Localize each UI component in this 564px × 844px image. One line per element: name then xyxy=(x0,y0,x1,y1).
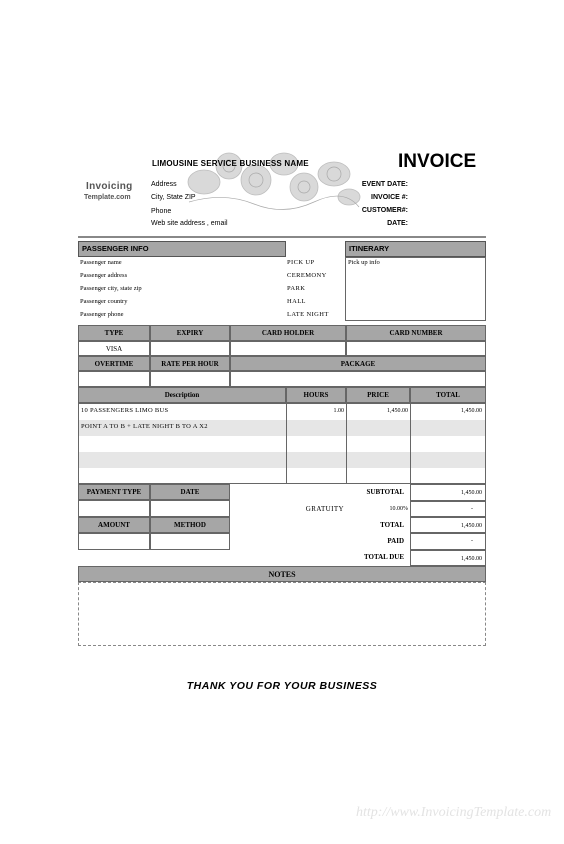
col-rate-per-hour: RATE PER HOUR xyxy=(150,356,230,371)
passenger-city-field[interactable]: Passenger city, state zip xyxy=(80,285,142,292)
event-date-label: EVENT DATE: xyxy=(361,181,408,188)
col-expiry: EXPIRY xyxy=(150,325,230,341)
passenger-info-header: PASSENGER INFO xyxy=(78,241,286,257)
item-hours[interactable]: 1.00 xyxy=(333,408,344,414)
items-body xyxy=(78,403,486,484)
card-number-input[interactable] xyxy=(346,341,486,356)
option-park: PARK xyxy=(287,285,306,292)
row-stripe xyxy=(79,452,485,468)
invoice-number-label: INVOICE #: xyxy=(371,194,408,201)
col-overtime: OVERTIME xyxy=(78,356,150,371)
card-type-value[interactable]: VISA xyxy=(78,341,150,356)
item-total: 1,450.00 xyxy=(461,408,482,414)
gratuity-value: - xyxy=(410,501,486,517)
date-label: DATE: xyxy=(387,220,408,227)
subtotal-label: SUBTOTAL xyxy=(366,488,404,496)
business-name: LIMOUSINE SERVICE BUSINESS NAME xyxy=(152,159,309,168)
method-input[interactable] xyxy=(150,533,230,550)
col-price: PRICE xyxy=(346,387,410,403)
col-package: PACKAGE xyxy=(230,356,486,371)
logo-text-bottom: Template.com xyxy=(84,194,131,201)
item-price[interactable]: 1,450.00 xyxy=(387,408,408,414)
overtime-input[interactable] xyxy=(78,371,150,387)
payment-date-input[interactable] xyxy=(150,500,230,517)
card-expiry-input[interactable] xyxy=(150,341,230,356)
logo-text-top: Invoicing xyxy=(86,181,133,192)
option-late-night: LATE NIGHT xyxy=(287,311,329,318)
total-due-value: 1,450.00 xyxy=(410,550,486,566)
flower-decoration xyxy=(184,142,362,212)
city-state-zip: City, State ZIP xyxy=(151,194,196,201)
col-payment-type: PAYMENT TYPE xyxy=(78,484,150,500)
item-description[interactable]: 10 PASSENGERS LIMO BUS xyxy=(81,407,169,414)
customer-number-label: CUSTOMER#: xyxy=(361,207,408,214)
invoice-title: INVOICE xyxy=(398,151,477,172)
passenger-country-field[interactable]: Passenger country xyxy=(80,298,128,305)
amount-input[interactable] xyxy=(78,533,150,550)
total-due-label: TOTAL DUE xyxy=(363,553,404,561)
itinerary-header: ITINERARY xyxy=(345,241,486,257)
col-amount: AMOUNT xyxy=(78,517,150,533)
itinerary-box[interactable] xyxy=(345,257,486,321)
option-pick-up: PICK UP xyxy=(287,259,315,266)
total-value: 1,450.00 xyxy=(410,517,486,533)
paid-value[interactable]: - xyxy=(410,533,486,550)
col-type: TYPE xyxy=(78,325,150,341)
passenger-name-field[interactable]: Passenger name xyxy=(80,259,122,266)
subtotal-value: 1,450.00 xyxy=(410,484,486,501)
col-total: TOTAL xyxy=(410,387,486,403)
phone-line: Phone xyxy=(151,208,172,215)
itinerary-text: Pick up info xyxy=(348,259,380,266)
total-label: TOTAL xyxy=(380,521,404,529)
gratuity-percent[interactable]: 10.00% xyxy=(389,506,408,512)
watermark: http://www.InvoicingTemplate.com xyxy=(356,805,552,820)
notes-header: NOTES xyxy=(78,566,486,582)
option-hall: HALL xyxy=(287,298,306,305)
option-ceremony: CEREMONY xyxy=(287,272,327,279)
package-input[interactable] xyxy=(230,371,486,387)
passenger-phone-field[interactable]: Passenger phone xyxy=(80,311,124,318)
header-divider xyxy=(78,236,486,238)
web-email-line: Web site address , email xyxy=(151,220,228,227)
gratuity-label: GRATUITY xyxy=(305,505,344,513)
item-description[interactable]: POINT A TO B + LATE NIGHT B TO A X2 xyxy=(81,423,208,430)
col-card-number: CARD NUMBER xyxy=(346,325,486,341)
col-card-holder: CARD HOLDER xyxy=(230,325,346,341)
rate-input[interactable] xyxy=(150,371,230,387)
col-description: Description xyxy=(78,387,286,403)
col-method: METHOD xyxy=(150,517,230,533)
notes-area[interactable] xyxy=(78,582,486,646)
col-payment-date: DATE xyxy=(150,484,230,500)
passenger-address-field[interactable]: Passenger address xyxy=(80,272,128,279)
paid-label: PAID xyxy=(387,537,404,545)
payment-type-input[interactable] xyxy=(78,500,150,517)
address-line: Address xyxy=(151,181,177,188)
thank-you-message: THANK YOU FOR YOUR BUSINESS xyxy=(186,680,378,692)
card-holder-input[interactable] xyxy=(230,341,346,356)
col-hours: HOURS xyxy=(286,387,346,403)
